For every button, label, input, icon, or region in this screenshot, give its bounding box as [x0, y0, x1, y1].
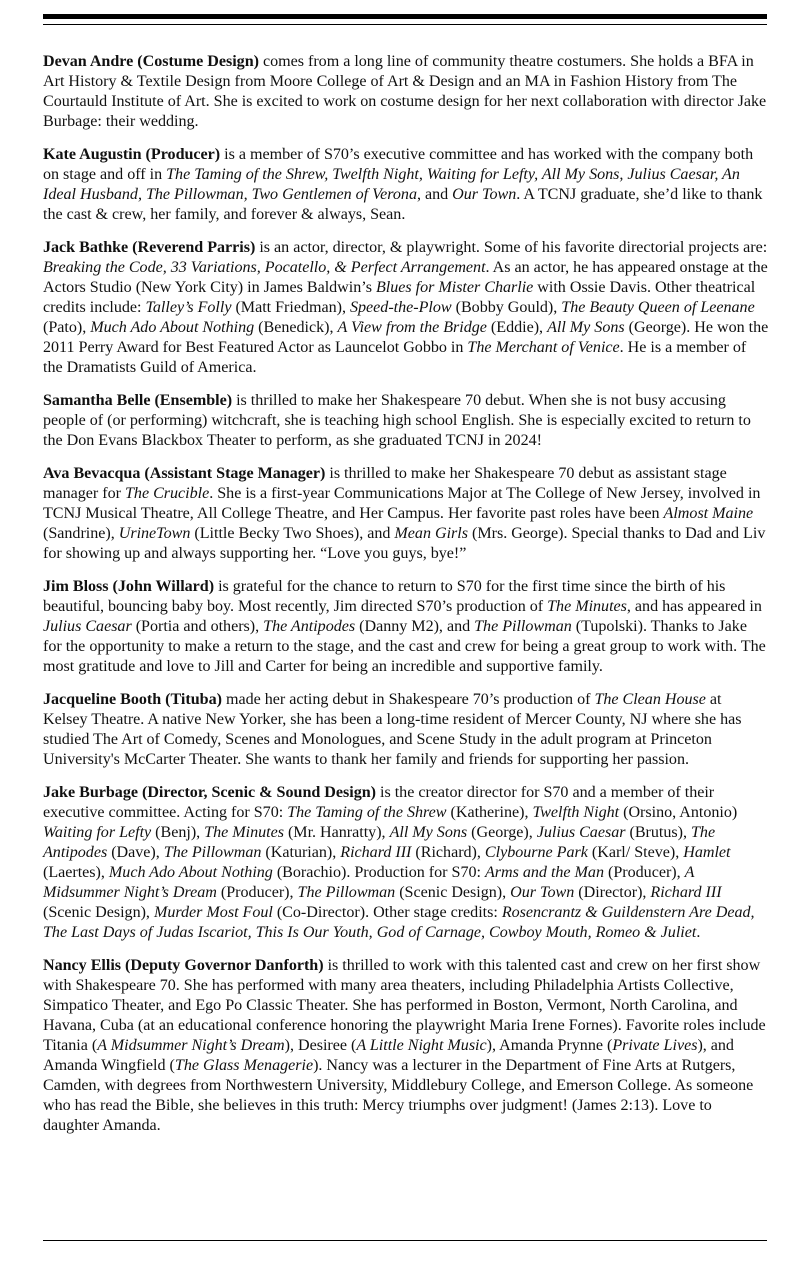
bio-title-italic: Hamlet	[683, 844, 731, 861]
bio-text: (Matt Friedman),	[231, 299, 350, 316]
bio-title-italic: Murder Most Foul	[153, 904, 273, 921]
bio-text: (Pato),	[43, 319, 91, 336]
bio-text: (Producer),	[604, 864, 685, 881]
bio-text: (Scenic Design),	[395, 884, 511, 901]
bio-title-italic: Much Ado About Nothing	[90, 319, 255, 336]
bio-title-italic: Richard III	[650, 884, 722, 901]
bio-text: with Ossie Davis. Other theatrical credits include:	[43, 279, 756, 316]
bio-title-italic: The Taming of the Shrew, Twelfth Night, Waiting for Lefty, All My Sons, Julius Caesar, An Ideal Husband, The Pillowman, Two Gentlemen of Verona	[43, 166, 740, 203]
bio-title-italic: The Merchant of Venice	[467, 339, 620, 356]
bio-paragraph	[43, 391, 769, 451]
bio-text: at Kelsey Theatre. A native New Yorker, she has been a long-time resident of Mercer County, NJ where she has studied The Art of Comedy, Scenes and Monologues, and Scene Study in the adult program at Princeton University's McCarter Theater. She wants to thank her family and friends for supporting her passion.	[43, 691, 742, 768]
bio-text: (Karl/ Steve),	[587, 844, 684, 861]
bio-title-italic: Julius Caesar	[536, 824, 626, 841]
bio-name: Jacqueline Booth (Tituba)	[43, 691, 222, 708]
bio-text: (Little Becky Two Shoes), and	[190, 525, 395, 542]
bio-text: ), and Amanda Wingfield (	[43, 1037, 734, 1074]
bio-title-italic: Clybourne Park	[484, 844, 588, 861]
bio-text: (Eddie),	[486, 319, 548, 336]
bio-text: (Director),	[574, 884, 651, 901]
bio-text: (Co-Director). Other stage credits:	[272, 904, 502, 921]
bio-title-italic: Almost Maine	[663, 505, 754, 522]
bio-paragraph	[43, 464, 769, 564]
bio-title-italic: The Crucible	[124, 485, 210, 502]
bio-title-italic: A View from the Bridge	[337, 319, 487, 336]
bio-text: (Bobby Gould),	[451, 299, 562, 316]
bio-title-italic: The Beauty Queen of Leenane	[561, 299, 755, 316]
bio-text: (George),	[467, 824, 537, 841]
bio-text: is grateful for the chance to return to S70 for the first time since the birth of his beautiful, bouncing baby boy. Most recently, Jim directed S70’s production of	[43, 578, 726, 615]
bio-title-italic: The Antipodes	[43, 824, 716, 861]
bio-name: Samantha Belle (Ensemble)	[43, 392, 233, 409]
bio-title-italic: The Pillowman	[474, 618, 572, 635]
bio-title-italic: Julius Caesar	[43, 618, 132, 635]
bio-title-italic: Our Town	[452, 186, 517, 203]
bio-text: (Borachio). Production for S70:	[272, 864, 485, 881]
bio-text: . He is a member of the Dramatists Guild of America.	[43, 339, 747, 376]
bio-title-italic: The Glass Menagerie	[174, 1057, 314, 1074]
bio-title-italic: UrineTown	[118, 525, 191, 542]
bio-paragraph	[43, 238, 769, 378]
bio-text: (Sandrine),	[43, 525, 119, 542]
bio-text: (Richard),	[411, 844, 485, 861]
bio-title-italic: Speed-the-Plow	[350, 299, 452, 316]
bio-text: .	[696, 924, 701, 941]
top-rule-thin	[43, 24, 767, 25]
bio-title-italic: A Midsummer Night’s Dream	[43, 864, 695, 901]
bio-title-italic: The Minutes	[204, 824, 284, 841]
bio-title-italic: Private Lives	[612, 1037, 698, 1054]
bio-text: (Scenic Design),	[43, 904, 154, 921]
bio-text: ), Desiree (	[284, 1037, 357, 1054]
bio-text: . As an actor, he has appeared onstage at the Actors Studio (New York City) in James Baldwin’s	[43, 259, 768, 296]
bio-title-italic: Much Ado About Nothing	[108, 864, 273, 881]
bio-title-italic: Richard III	[340, 844, 412, 861]
bio-title-italic: A Midsummer Night’s Dream	[97, 1037, 285, 1054]
bio-title-italic: The Taming of the Shrew	[287, 804, 447, 821]
bio-title-italic: Mean Girls	[394, 525, 468, 542]
bio-text: (George). He won the 2011 Perry Award for Best Featured Actor as Launcelot Gobbo in	[43, 319, 769, 356]
bio-text: (Katherine),	[446, 804, 533, 821]
bio-text: . A TCNJ graduate, she’d like to thank the cast & crew, her family, and forever & always, Sean.	[43, 186, 763, 223]
bio-text: is thrilled to make her Shakespeare 70 debut as assistant stage manager for	[43, 465, 727, 502]
bio-text: ). Nancy was a lecturer in the Department of Fine Arts at Rutgers, Camden, with degrees from Northwestern University, Middlebury College, and Emerson College. As someone who has read the Bible, she believes in this truth: Mercy triumphs over judgment! (James 2:13). Love to daughter Amanda.	[43, 1057, 754, 1134]
bio-text: (Orsino, Antonio)	[619, 804, 738, 821]
bio-title-italic: Breaking the Code, 33 Variations, Pocatello, & Perfect Arrangement	[43, 259, 486, 276]
bio-text: , and has appeared in	[626, 598, 762, 615]
bio-name: Jim Bloss (John Willard)	[43, 578, 215, 595]
bio-title-italic: The Pillowman	[297, 884, 396, 901]
bio-text: (Danny M2), and	[355, 618, 475, 635]
bio-text: comes from a long line of community theatre costumers. She holds a BFA in Art History & Textile Design from Moore College of Art & Design and an MA in Fashion History from The Courtauld Institute of Art. She is excited to work on costume design for her next collaboration with director Jake Burbage: their wedding.	[43, 53, 767, 130]
bio-name: Kate Augustin (Producer)	[43, 146, 221, 163]
bio-text: (Producer),	[216, 884, 298, 901]
bio-list	[43, 52, 769, 1149]
bio-title-italic: Twelfth Night	[532, 804, 620, 821]
bio-paragraph	[43, 690, 769, 770]
bio-title-italic: All My Sons	[547, 319, 625, 336]
bio-title-italic: Rosencrantz & Guildenstern Are Dead, The Last Days of Judas Iscariot, This Is Our Youth, God of Carnage, Cowboy Mouth, Romeo & Juliet	[43, 904, 755, 941]
bio-name: Nancy Ellis (Deputy Governor Danforth)	[43, 957, 324, 974]
bio-text: ), Amanda Prynne (	[486, 1037, 613, 1054]
bio-title-italic: Our Town	[510, 884, 575, 901]
bio-title-italic: All My Sons	[389, 824, 468, 841]
bio-text: (Laertes),	[43, 864, 109, 881]
bio-paragraph	[43, 956, 769, 1136]
bio-text: made her acting debut in Shakespeare 70’s production of	[221, 691, 595, 708]
bio-text: (Mr. Hanratty),	[283, 824, 390, 841]
bio-title-italic: Arms and the Man	[484, 864, 604, 881]
bio-name: Jack Bathke (Reverend Parris)	[43, 239, 256, 256]
bio-paragraph	[43, 577, 769, 677]
bio-title-italic: The Clean House	[594, 691, 706, 708]
bio-text: (Dave),	[107, 844, 164, 861]
bio-text: is thrilled to make her Shakespeare 70 debut. When she is not busy accusing people of (or performing) witchcraft, she is teaching high school English. She is especially excited to return to the Don Evans Blackbox Theater to perform, as she graduated TCNJ in 2024!	[43, 392, 751, 449]
bio-text: (Tupolski). Thanks to Jake for the opportunity to make a return to the stage, and the cast and crew for being a great group to work with. The most gratitude and love to Jill and Carter for being an incredible and supportive family.	[43, 618, 766, 675]
bio-text: , and	[416, 186, 453, 203]
bio-title-italic: The Minutes	[547, 598, 627, 615]
bottom-rule	[43, 1240, 767, 1241]
bio-text: (Portia and others),	[131, 618, 264, 635]
bio-text: is the creator director for S70 and a member of their executive committee. Acting for S70:	[43, 784, 715, 821]
bio-paragraph	[43, 52, 769, 132]
bio-text: is an actor, director, & playwright. Some of his favorite directorial projects are:	[255, 239, 768, 256]
bio-name: Devan Andre (Costume Design)	[43, 53, 259, 70]
bio-paragraph	[43, 145, 769, 225]
bio-text: . She is a first-year Communications Major at The College of New Jersey, involved in TCNJ Musical Theatre, All College Theatre, and Her Campus. Her favorite past roles have been	[43, 485, 761, 522]
bio-paragraph	[43, 783, 769, 943]
bio-text: (Brutus),	[625, 824, 691, 841]
bio-title-italic: Talley’s Folly	[145, 299, 232, 316]
bio-title-italic: The Antipodes	[263, 618, 356, 635]
bio-text: is a member of S70’s executive committee and has worked with the company both on stage and off in	[43, 146, 754, 183]
bio-title-italic: Waiting for Lefty	[43, 824, 152, 841]
bio-text: (Benedick),	[254, 319, 338, 336]
bio-text: is thrilled to work with this talented cast and crew on her first show with Shakespeare 70. She has performed with many area theaters, including Philadelphia Artists Collective, Simpatico Theater, and Ego Po Classic Theater. She has performed in Boston, Vermont, North Carolina, and Havana, Cuba (at an educational conference honoring the playwright Maria Irene Fornes). Favorite roles include Titania (	[43, 957, 766, 1054]
bio-title-italic: Blues for Mister Charlie	[375, 279, 534, 296]
bio-name: Ava Bevacqua (Assistant Stage Manager)	[43, 465, 326, 482]
top-rule-thick	[43, 14, 767, 19]
bio-title-italic: The Pillowman	[163, 844, 262, 861]
bio-name: Jake Burbage (Director, Scenic & Sound Design)	[43, 784, 377, 801]
bio-text: (Benj),	[151, 824, 205, 841]
bio-text: (Mrs. George). Special thanks to Dad and Liv for showing up and always supporting her. “Love you guys, bye!”	[43, 525, 766, 562]
bio-text: (Katurian),	[261, 844, 341, 861]
bio-title-italic: A Little Night Music	[356, 1037, 487, 1054]
